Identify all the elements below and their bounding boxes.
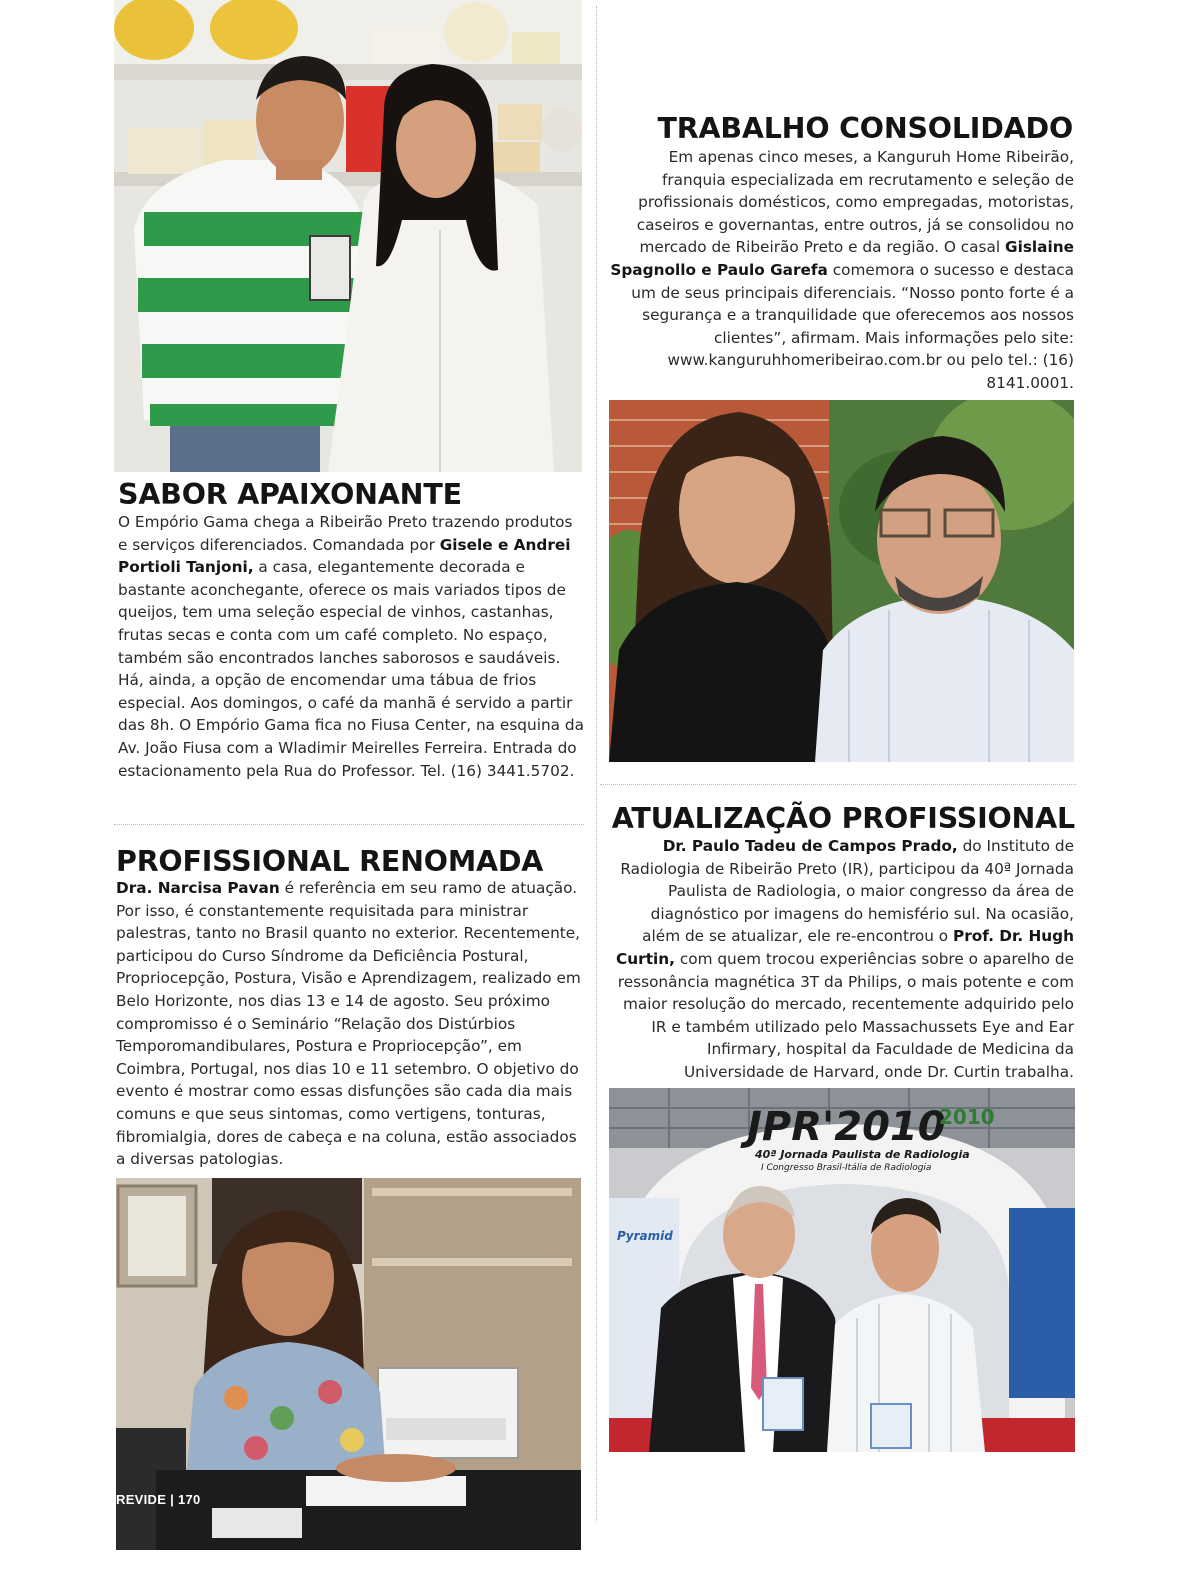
- headline-atualizacao-profissional: ATUALIZAÇÃO PROFISSIONAL: [611, 802, 1075, 835]
- page-folio: REVIDE | 170: [116, 1492, 201, 1507]
- headline-profissional-renomada: PROFISSIONAL RENOMADA: [116, 845, 544, 878]
- jpr-banner-line1: 40ª Jornada Paulista de Radiologia: [755, 1148, 970, 1161]
- jpr-small-logo-text: 2010: [939, 1105, 995, 1129]
- photo-emporio-gama-couple: [114, 0, 582, 472]
- trabalho-text-2: comemora o sucesso e destaca um de seus principais diferenciais. “Nosso ponto forte é a segurança e a tranquilidade que oferecemos aos nossos clientes”, afirmam. Mais informações pelo site: www.kanguruhhomeribeirao.com.br ou pelo tel.: (16) 8141.0001.: [631, 260, 1074, 392]
- trabalho-owners-names: Gislaine Spagnollo e Paulo Garefa: [610, 238, 1074, 279]
- atualizacao-text-2: com quem trocou experiências sobre o aparelho de ressonância magnética 3T da Philips, o mais potente e com maior resolução do mercado, recentemente adquirido pelo IR e também utilizado pelo Massachussets Eye and Ear Infirmary, hospital da Faculdade de Medicina da Universidade de Harvard, onde Dr. Curtin trabalha.: [617, 949, 1074, 1081]
- divider-right: [600, 784, 1076, 785]
- article-trabalho-consolidado: [608, 146, 1074, 395]
- profissional-name: Dra. Narcisa Pavan: [116, 879, 280, 897]
- jpr-logo-text: JPR'2010: [747, 1104, 946, 1150]
- article-profissional-renomada: [116, 877, 584, 1171]
- atualizacao-name-curtin: Prof. Dr. Hugh Curtin,: [616, 927, 1074, 968]
- jpr-banner-line2: I Congresso Brasil-Itália de Radiologia: [761, 1163, 932, 1173]
- sabor-text-2: a casa, elegantemente decorada e bastante aconchegante, oferece os mais variados tipos de queijos, tem uma seleção especial de vinhos, castanhas, frutas secas e conta com um café completo. No espaço, também são encontrados lanches saborosos e saudáveis. Há, ainda, a opção de encomendar uma tábua de frios especial. Aos domingos, o café da manhã é servido a partir das 8h. O Empório Gama fica no Fiusa Center, na esquina da Av. João Fiusa com a Wladimir Meirelles Ferreira. Entrada do estacionamento pela Rua do Professor. Tel. (16) 3441.5702.: [118, 558, 584, 780]
- article-sabor-apaixonante: [118, 511, 584, 782]
- photo-jpr-2010-congress: [609, 1088, 1075, 1452]
- trabalho-text-1: Em apenas cinco meses, a Kanguruh Home Ribeirão, franquia especializada em recrutamento e seleção de profissionais domésticos, como empregadas, motoristas, caseiros e governantas, entre outros, já se consolidou no mercado de Ribeirão Preto e da região. O casal: [636, 148, 1074, 257]
- atualizacao-text-1: do Instituto de Radiologia de Ribeirão Preto (IR), participou da 40ª Jornada Paulista de Radiologia, o maior congresso da área de diagnóstico por imagens do hemisfério sul. Na ocasião, além de se atualizar, ele re-encontrou o: [620, 837, 1074, 946]
- atualizacao-name-prado: Dr. Paulo Tadeu de Campos Prado,: [662, 837, 958, 855]
- headline-trabalho-consolidado: TRABALHO CONSOLIDADO: [657, 112, 1073, 145]
- pyramid-booth-text: Pyramid: [617, 1229, 673, 1243]
- divider-left: [114, 824, 584, 825]
- column-divider: [596, 6, 597, 1522]
- headline-sabor-apaixonante: SABOR APAIXONANTE: [118, 478, 462, 511]
- sabor-text-1: O Empório Gama chega a Ribeirão Preto trazendo produtos e serviços diferenciados. Comandada por: [118, 513, 573, 554]
- article-atualizacao-profissional: [608, 835, 1074, 1084]
- profissional-text: é referência em seu ramo de atuação. Por isso, é constantemente requisitada para ministrar palestras, tanto no Brasil quanto no exterior. Recentemente, participou do Curso Síndrome da Deficiência Postural, Propriocepção, Postura, Visão e Aprendizagem, realizado em Belo Horizonte, nos dias 13 e 14 de agosto. Seu próximo compromisso é o Seminário “Relação dos Distúrbios Temporomandibulares, Postura e Propriocepção”, em Coimbra, Portugal, nos dias 10 e 11 setembro. O objetivo do evento é mostrar como essas disfunções são cada dia mais comuns e que seus sintomas, como vertigens, tonturas, fibromialgia, dores de cabeça e na coluna, estão associados a diversas patologias.: [116, 879, 581, 1169]
- sabor-owners-names: Gisele e Andrei Portioli Tanjoni,: [118, 535, 571, 577]
- photo-kanguruh-couple: [609, 400, 1074, 762]
